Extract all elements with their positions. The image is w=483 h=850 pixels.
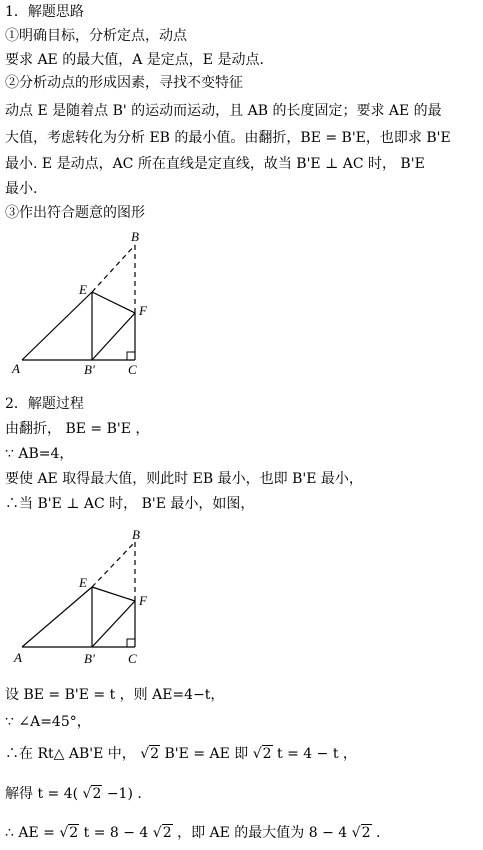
l9-mid1: t = 8 − 4: [83, 825, 149, 841]
process-line-6: ∵ ∠A=45°，: [5, 714, 91, 730]
l7-prefix: ∴在 Rt△ AB'E 中，: [5, 746, 136, 762]
segment-AE: [22, 292, 92, 360]
sqrt-radicand: 2: [92, 786, 102, 802]
label-E: E: [79, 282, 87, 297]
process-line-8: [5, 784, 142, 804]
label-B-prime: B': [84, 651, 95, 666]
segment-EF: [92, 292, 135, 313]
l8-suffix: −1) .: [106, 786, 142, 802]
geometry-figure-1: [0, 230, 200, 380]
process-line-9: [5, 823, 380, 843]
segment-EB-dashed: [92, 245, 135, 292]
sqrt-radicand: 2: [262, 746, 272, 762]
sqrt-sign: √: [59, 825, 69, 841]
sqrt-sign: √: [152, 825, 162, 841]
geometry-figure-2: [0, 525, 200, 675]
step1-text: 要求 AE 的最大值，A 是定点，E 是动点.: [5, 52, 264, 68]
section2-heading: 2．解题过程: [5, 396, 84, 412]
l9-prefix: ∴ AE =: [5, 825, 60, 841]
label-A: A: [14, 650, 22, 665]
step2-text-4: 最小.: [5, 181, 38, 197]
segment-B-prime-F: [92, 601, 135, 647]
process-line-3: 要使 AE 取得最大值，则此时 EB 最小，也即 B'E 最小，: [5, 471, 363, 487]
l8-prefix: 解得 t = 4(: [5, 786, 79, 802]
l9-mid2: ，即 AE 的最大值为 8 − 4: [177, 825, 348, 841]
step3-title: ③作出符合题意的图形: [5, 205, 145, 221]
step2-title: ②分析动点的形成因素，寻找不变特征: [5, 75, 243, 91]
sqrt-sign: √: [351, 825, 361, 841]
segment-EF: [92, 587, 135, 601]
label-A: A: [12, 361, 20, 376]
l7-suffix: t = 4 − t ，: [277, 746, 357, 762]
process-line-4: ∴当 B'E ⊥ AC 时， B'E 最小，如图，: [5, 496, 255, 512]
process-line-7: [5, 744, 357, 764]
l7-mid: B'E = AE 即: [164, 746, 253, 762]
process-line-1: 由翻折， BE = B'E ，: [5, 421, 150, 437]
label-C: C: [128, 362, 137, 377]
sqrt-radicand: 2: [361, 825, 371, 841]
process-line-5: 设 BE = B'E = t ，则 AE=4−t，: [5, 687, 225, 703]
label-B: B: [131, 230, 139, 244]
sqrt-sign: √: [252, 746, 262, 762]
sqrt-radicand: 2: [69, 825, 79, 841]
step2-text-2: 大值，考虑转化为分析 EB 的最小值。由翻折，BE = B'E，也即求 B'E: [5, 130, 451, 146]
label-C: C: [128, 651, 137, 666]
sqrt-sign: √: [140, 746, 150, 762]
label-E: E: [79, 575, 87, 590]
sqrt-sign: √: [82, 786, 92, 802]
segment-EB-dashed: [92, 542, 135, 587]
right-angle-mark: [127, 352, 135, 360]
step2-text-3: 最小. E 是动点，AC 所在直线是定直线，故当 B'E ⊥ AC 时， B'E: [5, 156, 425, 172]
label-F: F: [139, 593, 147, 608]
sqrt-radicand: 2: [150, 746, 160, 762]
label-B: B: [132, 527, 140, 542]
label-F: F: [139, 303, 147, 318]
segment-B-prime-F: [92, 313, 135, 360]
step2-text-1: 动点 E 是随着点 B' 的运动而运动，且 AB 的长度固定；要求 AE 的最: [5, 103, 442, 119]
sqrt-radicand: 2: [162, 825, 172, 841]
section1-heading: 1．解题思路: [5, 4, 84, 20]
label-B-prime: B': [84, 362, 95, 377]
l9-suffix: .: [375, 825, 381, 841]
right-angle-mark: [127, 639, 135, 647]
segment-AE: [22, 587, 92, 647]
step1-title: ①明确目标，分析定点，动点: [5, 28, 187, 44]
process-line-2: ∵ AB=4，: [5, 446, 74, 462]
